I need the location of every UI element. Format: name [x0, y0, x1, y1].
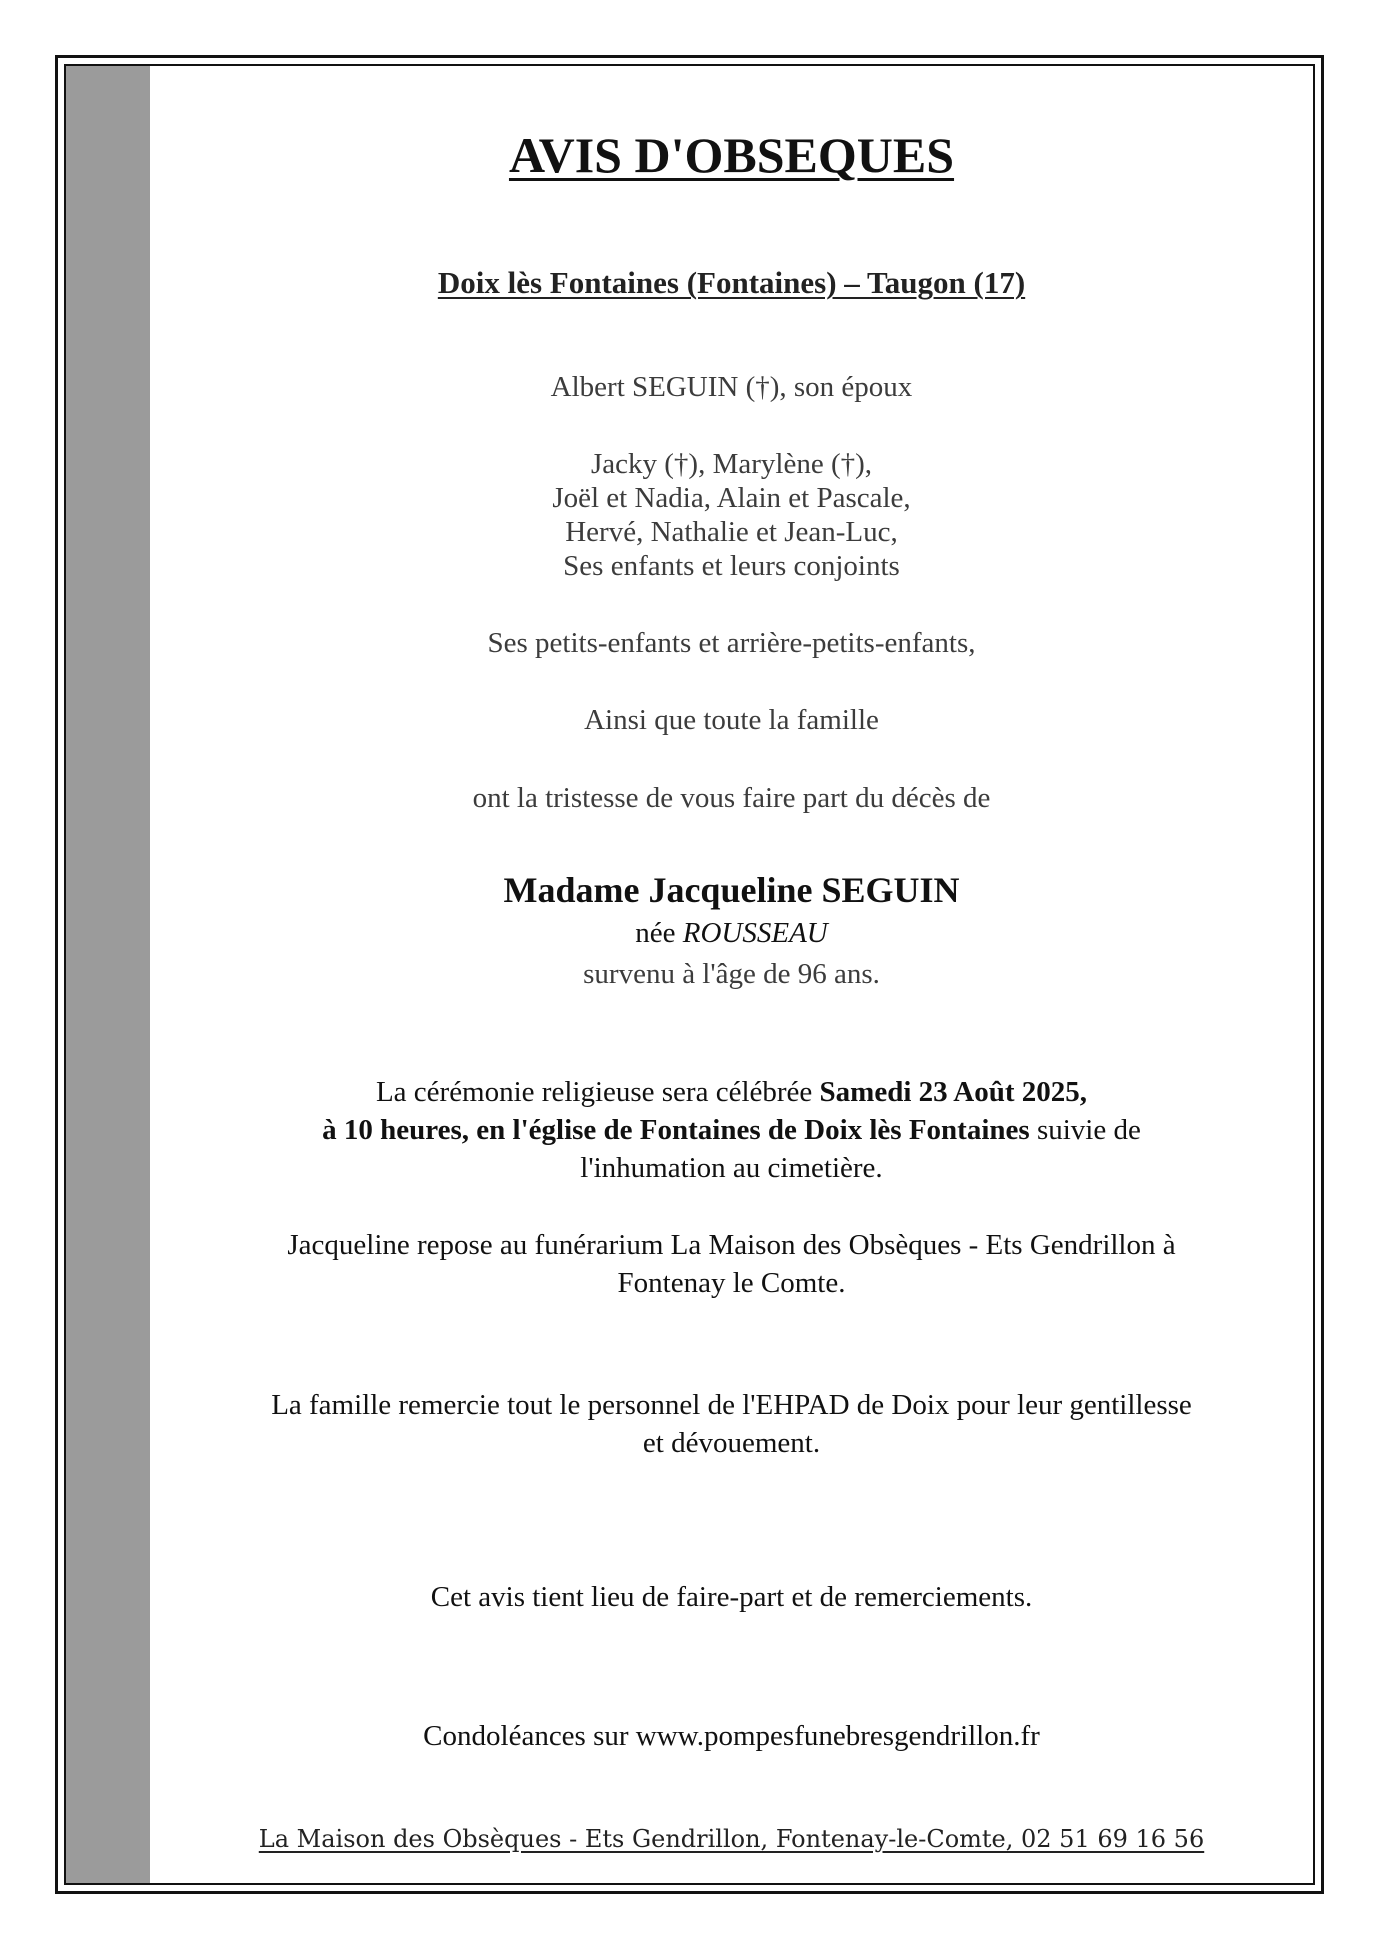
children-line-2: Joël et Nadia, Alain et Pascale,	[552, 482, 911, 514]
thanks-line-2: et dévouement.	[642, 1427, 821, 1459]
children-line-1: Jacky (†), Marylène (†),	[590, 448, 873, 480]
footer-contact: La Maison des Obsèques - Ets Gendrillon, Fontenay-le-Comte, 02 51 69 16 56	[258, 1825, 1205, 1853]
condolences-line: Condoléances sur www.pompesfunebresgendrillon.fr	[423, 1720, 1040, 1752]
notice-content	[150, 66, 1313, 1883]
spouse-line: Albert SEGUIN (†), son époux	[550, 371, 913, 403]
announcement-line: ont la tristesse de vous faire part du décès de	[472, 782, 991, 814]
page-title: AVIS D'OBSEQUES	[508, 127, 955, 183]
location-subtitle: Doix lès Fontaines (Fontaines) – Taugon (17)	[437, 265, 1026, 300]
maiden-name-line	[150, 916, 1313, 950]
notice-line: Cet avis tient lieu de faire-part et de remerciements.	[430, 1581, 1033, 1613]
whole-family-line: Ainsi que toute la famille	[584, 704, 879, 736]
ceremony-line-2	[150, 1113, 1313, 1147]
ceremony-line-1	[150, 1075, 1313, 1109]
repose-line-2: Fontenay le Comte.	[617, 1267, 846, 1299]
grandchildren-line: Ses petits-enfants et arrière-petits-enfants,	[487, 627, 976, 659]
ceremony-place: à 10 heures, en l'église de Fontaines de Doix lès Fontaines	[322, 1114, 1030, 1146]
age-line: survenu à l'âge de 96 ans.	[583, 958, 880, 990]
ceremony-prefix: La cérémonie religieuse sera célébrée	[375, 1076, 813, 1108]
ceremony-suffix: suivie de	[1036, 1114, 1141, 1146]
ceremony-date: Samedi 23 Août 2025,	[819, 1076, 1088, 1108]
thanks-line-1: La famille remercie tout le personnel de l'EHPAD de Doix pour leur gentillesse	[271, 1389, 1192, 1421]
nee-prefix: née	[635, 917, 676, 949]
children-line-4: Ses enfants et leurs conjoints	[563, 550, 900, 582]
gray-sidebar	[66, 66, 150, 1883]
maiden-name: ROUSSEAU	[682, 917, 828, 949]
ceremony-line-3: l'inhumation au cimetière.	[580, 1152, 883, 1184]
deceased-name: Madame Jacqueline SEGUIN	[503, 870, 960, 910]
repose-line-1: Jacqueline repose au funérarium La Maison des Obsèques - Ets Gendrillon à	[287, 1229, 1176, 1261]
children-line-3: Hervé, Nathalie et Jean-Luc,	[565, 516, 898, 548]
